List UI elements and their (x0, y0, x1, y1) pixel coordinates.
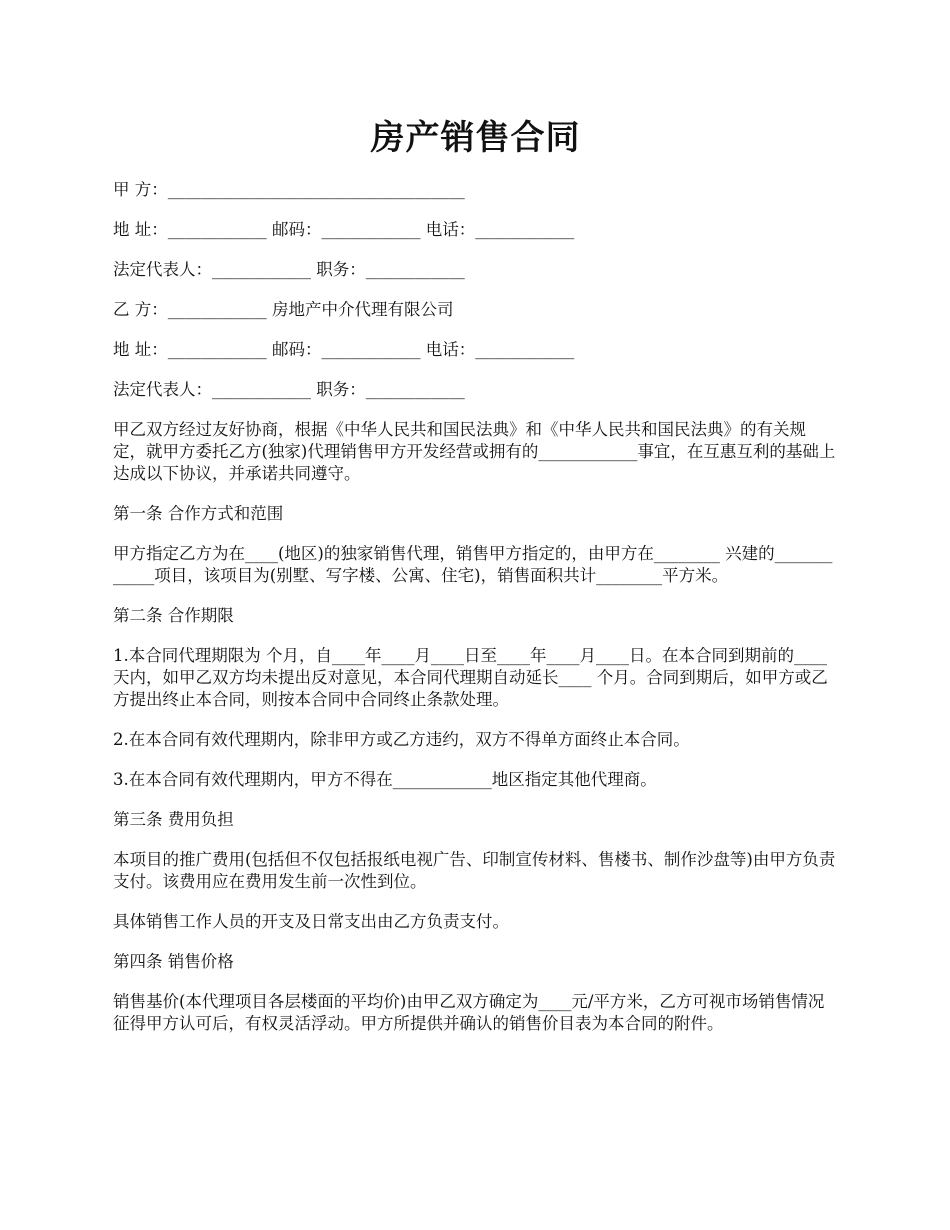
party-b-address-line: 地 址：____________ 邮码：____________ 电话：____________ (113, 340, 575, 359)
article-2-clause-1: 1.本合同代理期限为 个月，自____年____月____日至____年____月____日。在本合同到期前的____天内，如甲乙双方均未提出反对意见，本合同代理期自动延长____ 个月。合同到期后，如甲方或乙方提出终止本合同，则按本合同中合同终止条款处理。 (113, 646, 828, 709)
article-2-clause-3: 3.在本合同有效代理期内，甲方不得在____________地区指定其他代理商。 (113, 770, 657, 789)
document-title: 房产销售合同 (370, 118, 581, 158)
party-a-representative-line: 法定代表人：____________ 职务：____________ (113, 260, 465, 279)
document-body (113, 179, 838, 1035)
party-a-address-line: 地 址：____________ 邮码：____________ 电话：____________ (113, 220, 575, 239)
article-1-heading: 第一条 合作方式和范围 (113, 504, 284, 523)
article-4-paragraph: 销售基价(本代理项目各层楼面的平均价)由甲乙双方确定为____元/平方米，乙方可视市场销售情况征得甲方认可后，有权灵活浮动。甲方所提供并确认的销售价目表为本合同的附件。 (113, 992, 825, 1033)
article-4-heading: 第四条 销售价格 (113, 952, 234, 971)
article-1-paragraph: 甲方指定乙方为在____(地区)的独家销售代理，销售甲方指定的，由甲方在________ 兴建的____________项目，该项目为(别墅、写字楼、公寓、住宅)，销售面积共计________平方米。 (113, 544, 833, 585)
party-b-line: 乙 方：____________ 房地产中介代理有限公司 (113, 300, 454, 319)
article-2-heading: 第二条 合作期限 (113, 606, 234, 625)
party-a-line: 甲 方：____________________________________ (113, 180, 465, 199)
article-3-paragraph-1: 本项目的推广费用(包括但不仅包括报纸电视广告、印制宣传材料、售楼书、制作沙盘等)由甲方负责支付。该费用应在费用发生前一次性到位。 (113, 850, 836, 891)
article-3-heading: 第三条 费用负担 (113, 810, 234, 829)
party-b-representative-line: 法定代表人：____________ 职务：____________ (113, 380, 465, 399)
article-2-clause-2: 2.在本合同有效代理期内，除非甲方或乙方违约，双方不得单方面终止本合同。 (113, 730, 690, 749)
article-3-paragraph-2: 具体销售工作人员的开支及日常支出由乙方负责支付。 (113, 912, 509, 931)
preamble-paragraph: 甲乙双方经过友好协商，根据《中华人民共和国民法典》和《中华人民共和国民法典》的有关规定，就甲方委托乙方(独家)代理销售甲方开发经营或拥有的____________事宜，在互惠互利的基础上达成以下协议，并承诺共同遵守。 (113, 420, 836, 483)
